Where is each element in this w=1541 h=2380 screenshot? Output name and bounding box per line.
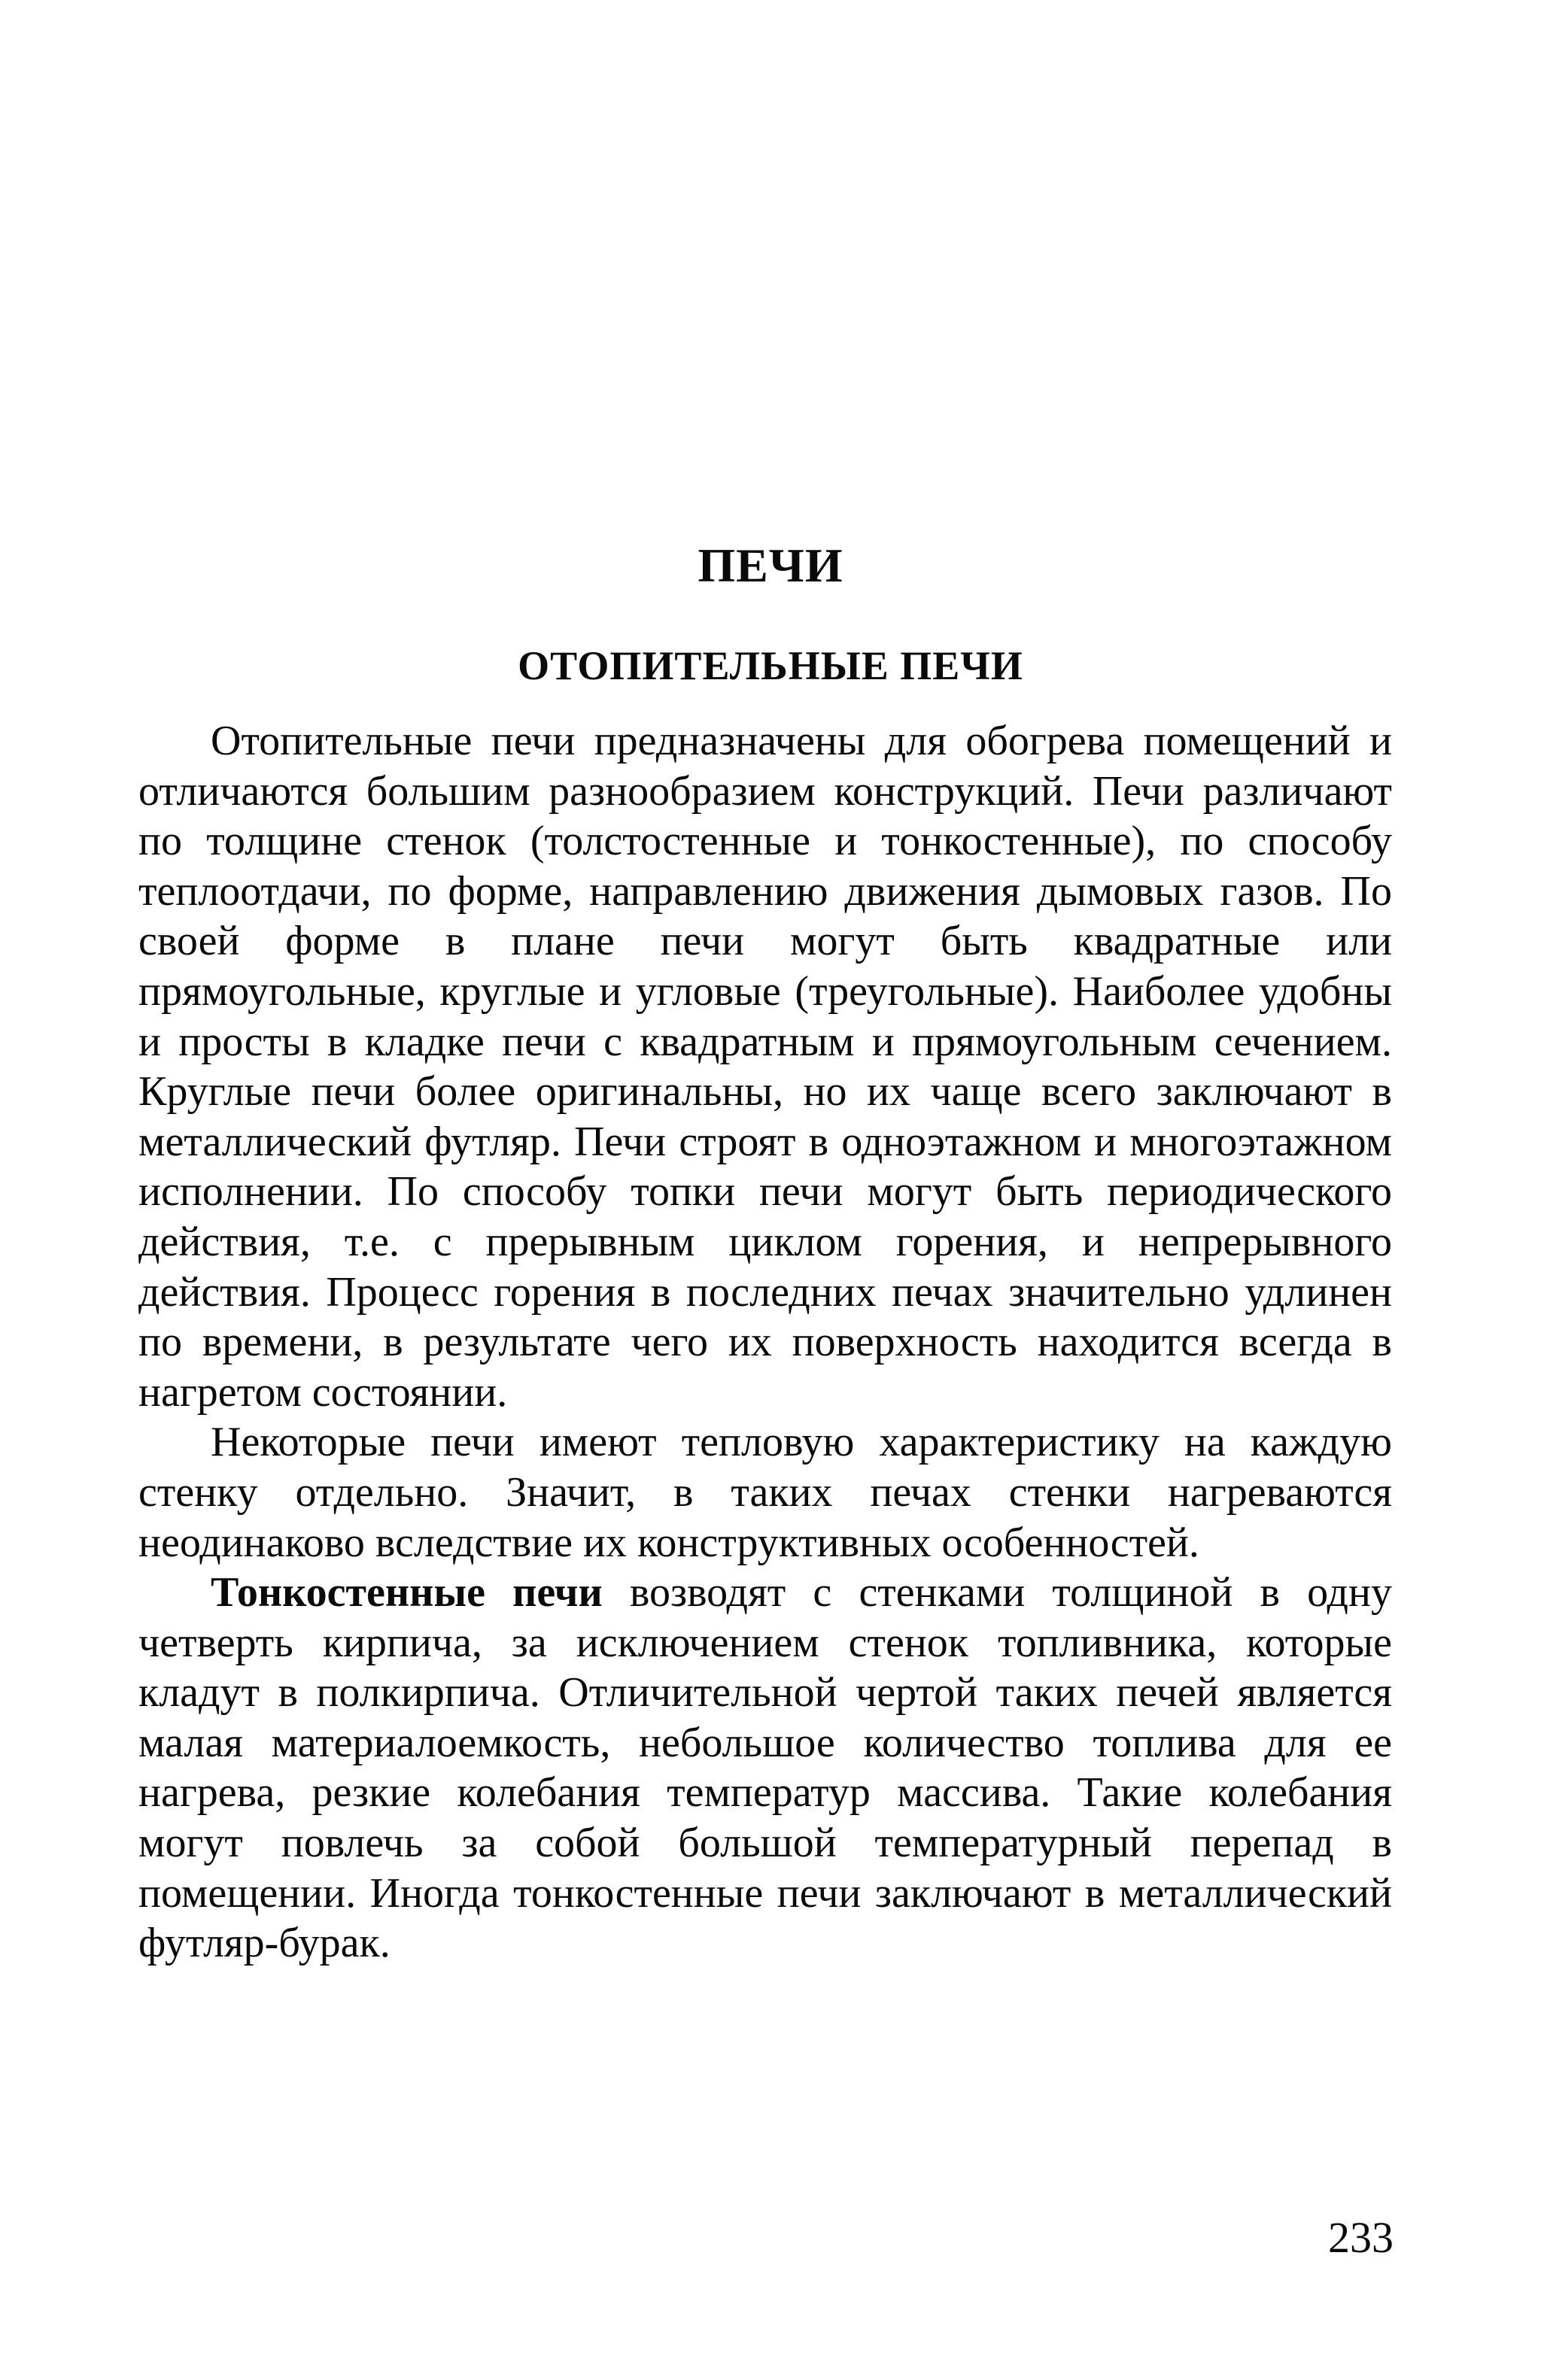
body-text (138, 716, 1392, 1969)
paragraph-text: Некоторые печи имеют тепловую характеристику на каждую стенку отдельно. Значит, в таких печах стенки нагреваются неодинаково вследствие их конструктивных особенностей. (138, 1419, 1392, 1566)
bold-term: Тонкостенные печи (211, 1569, 603, 1617)
paragraph-text: возводят с стенками толщиной в одну четверть кирпича, за исключением стенок топливника, которые кладут в полкирпича. Отличительной чертой таких печей является малая материалоемкость, небольшое количество топлива для ее нагрева, резкие колебания температур массива. Такие колебания могут повлечь за собой большой температурный перепад в помещении. Иногда тонкостенные печи заключают в металлический футляр-бурак. (138, 1569, 1393, 1967)
paragraph-heat-characteristic (138, 1417, 1392, 1568)
paragraph-intro (138, 716, 1392, 1417)
page-number: 233 (1328, 2213, 1394, 2262)
chapter-title: ПЕЧИ (698, 539, 843, 592)
paragraph-thin-walled (138, 1568, 1392, 1969)
section-title: ОТОПИТЕЛЬНЫЕ ПЕЧИ (518, 643, 1023, 688)
paragraph-text: Отопительные печи предназначены для обогрева помещений и отличаются большим разнообразием конструкций. Печи различают по толщине стенок (толстостенные и тонкостенные), по способу теплоотдачи, по форме, направлению движения дымовых газов. По своей форме в плане печи могут быть квадратные или прямоугольные, круглые и угловые (треугольные). Наиболее удобны и просты в кладке печи с квадратным и прямоугольным сечением. Круглые печи более оригинальны, но их чаще всего заключают в металлический футляр. Печи строят в одноэтажном и многоэтажном исполнении. По способу топки печи могут быть периодического действия, т.е. с прерывным циклом горения, и непрерывного действия. Процесс горения в последних печах значительно удлинен по времени, в результате чего их поверхность находится всегда в нагретом состоянии. (138, 718, 1392, 1416)
